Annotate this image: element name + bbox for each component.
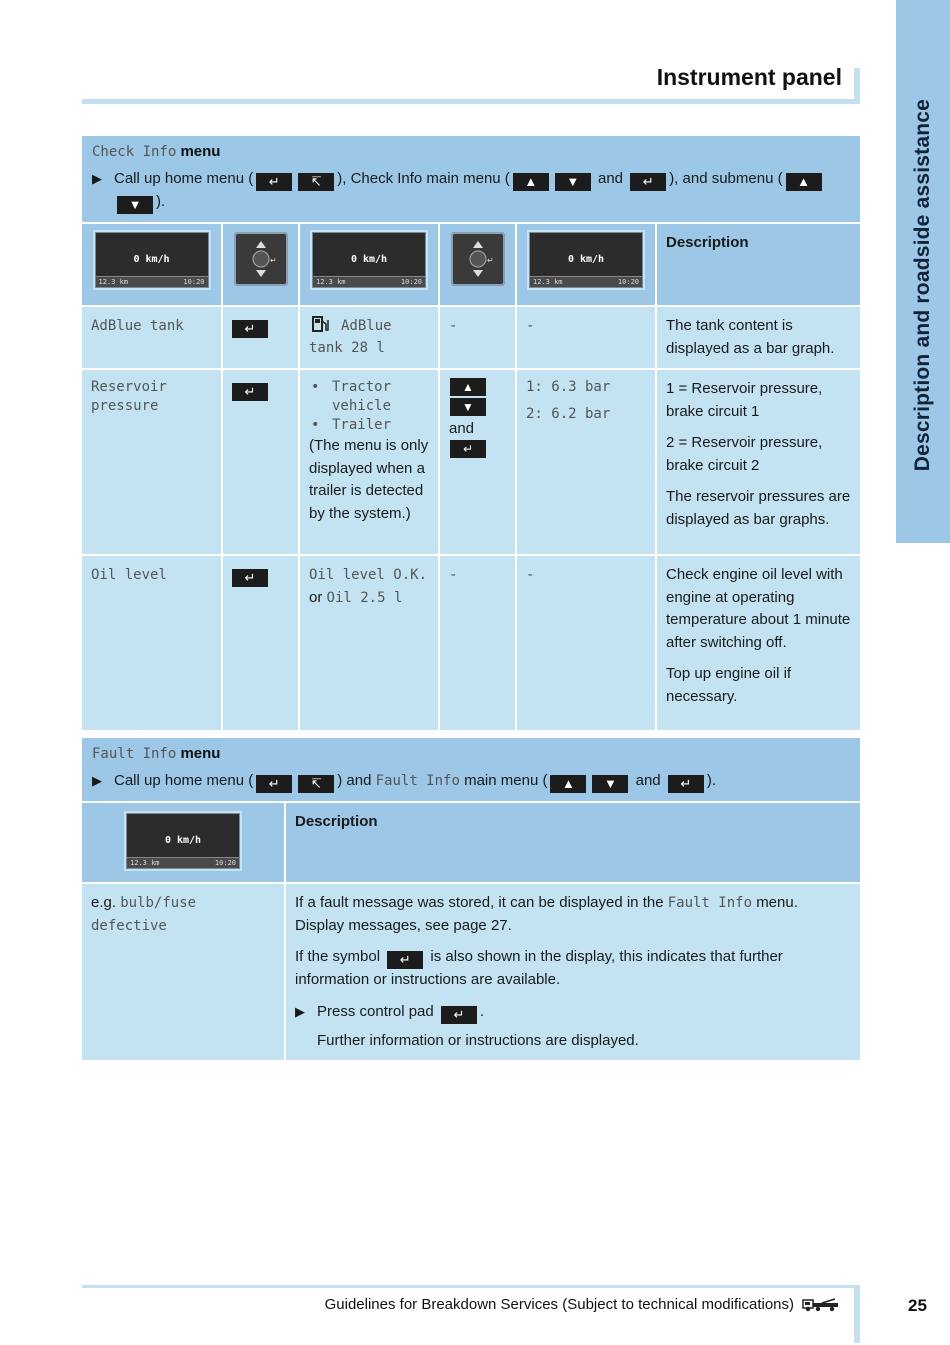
check-info-instruction (92, 168, 850, 214)
down-key-icon: ▼ (117, 196, 153, 214)
oil-key: - (449, 567, 458, 583)
check-info-title-bold: menu (180, 143, 221, 160)
fault-info-heading (82, 738, 860, 803)
option-trailer: • Trailer (309, 416, 429, 435)
reservoir-desc-2: 2 = Reservoir pressure, brake circuit 2 (666, 434, 823, 474)
enter-key-icon: ↵ (256, 775, 292, 793)
instruction-arrow-icon: ▶ (92, 773, 102, 788)
enter-key-icon: ↵ (450, 440, 486, 458)
enter-key-icon: ↵ (668, 775, 704, 793)
fault-info-instruction (92, 770, 850, 793)
adblue-display-line: AdBlue (341, 318, 392, 334)
enter-key-icon: ↵ (232, 320, 268, 338)
menu-key-icon: ↸ (298, 775, 334, 793)
menu-key-icon: ↸ (298, 173, 334, 191)
adblue-description: The tank content is displayed as a bar graph. (666, 317, 835, 357)
control-pad-icon (234, 232, 288, 286)
enter-key-icon: ↵ (256, 173, 292, 191)
fuel-pump-icon (311, 315, 331, 333)
reservoir-desc-1: 1 = Reservoir pressure, brake circuit 1 (666, 380, 823, 420)
instr-text: Call up home menu ( (114, 772, 254, 789)
display-screen: 0 km/h 12.3 km 10:20 (529, 232, 643, 288)
table-row (82, 369, 860, 555)
table-row (82, 883, 860, 1061)
instr-text: ), and submenu ( (669, 170, 783, 187)
instr-text: ). (156, 193, 166, 210)
item-adblue: AdBlue tank (91, 318, 184, 334)
down-key-icon: ▼ (592, 775, 628, 793)
pressure-result-2: 2: 6.2 bar (526, 406, 611, 422)
down-key-icon: ▼ (450, 398, 486, 416)
page-footer (82, 1285, 860, 1345)
enter-key-icon: ↵ (630, 173, 666, 191)
fault-paragraph-1: If a fault message was stored, it can be displayed in the Fault Info menu. Display messages, see page 27. (295, 894, 798, 934)
reservoir-options (309, 378, 429, 435)
check-info-table (82, 224, 860, 732)
description-header: Description (295, 813, 378, 830)
reservoir-desc-3: The reservoir pressures are displayed as bar graphs. (666, 488, 851, 528)
check-info-heading (82, 136, 860, 224)
check-info-section (82, 136, 860, 732)
item-reservoir-pressure: Reservoir pressure (91, 379, 167, 414)
check-info-header-row (82, 224, 860, 306)
fault-paragraph-2: If the symbol ↵ is also shown in the display, this indicates that further information or instructions are available. (295, 948, 783, 988)
instruction-arrow-icon: ▶ (92, 171, 102, 186)
item-oil-level: Oil level (91, 567, 167, 583)
down-key-icon: ▼ (555, 173, 591, 191)
pressure-result-1: 1: 6.3 bar (526, 379, 611, 395)
option-tractor: • Tractor vehicle (309, 378, 429, 416)
enter-key-icon: ↵ (441, 1006, 477, 1024)
instr-text: and (635, 772, 661, 789)
tow-truck-icon (802, 1298, 840, 1312)
description-header: Description (666, 234, 749, 251)
oil-display-2: Oil 2.5 l (326, 589, 403, 606)
header-tick (854, 68, 860, 104)
fault-info-header-row (82, 803, 860, 883)
page-title: Instrument panel (656, 64, 842, 90)
oil-desc-2: Top up engine oil if necessary. (666, 665, 792, 705)
display-screen: 0 km/h 12.3 km 10:20 (126, 813, 240, 869)
fault-info-title-mono: Fault Info (92, 746, 177, 762)
fault-item-prefix: e.g. (91, 894, 117, 911)
svg-text:↵: ↵ (486, 256, 494, 265)
up-key-icon: ▲ (450, 378, 486, 396)
control-pad-icon (451, 232, 505, 286)
display-screen: 0 km/h 12.3 km 10:20 (95, 232, 209, 288)
svg-text:↵: ↵ (269, 256, 277, 265)
reservoir-note: (The menu is only displayed when a trailer is detected by the system.) (309, 437, 429, 522)
enter-key-icon: ↵ (232, 383, 268, 401)
fault-info-table (82, 803, 860, 1062)
fault-item: bulb/fuse defective (91, 895, 197, 934)
and-label: and (449, 420, 475, 437)
up-key-icon: ▲ (550, 775, 586, 793)
page-number: 25 (908, 1296, 927, 1315)
oil-display-or: or (309, 588, 323, 606)
adblue-display-line: tank 28 l (309, 340, 385, 356)
footer-text: Guidelines for Breakdown Services (Subject to technical modifications) (324, 1296, 794, 1313)
fault-step: ▶ Press control pad ↵ . (295, 1002, 485, 1022)
fault-step-result: Further information or instructions are displayed. (317, 1031, 639, 1049)
footer-tick (854, 1285, 860, 1343)
enter-key-icon: ↵ (387, 951, 423, 969)
side-tab (896, 0, 950, 543)
instr-text: and (597, 170, 624, 187)
adblue-key: - (449, 318, 458, 334)
adblue-result: - (526, 318, 535, 334)
oil-desc-1: Check engine oil level with engine at operating temperature about 1 minute after switching off. (666, 566, 851, 651)
oil-display-1: Oil level O.K. (309, 567, 428, 583)
up-key-icon: ▲ (786, 173, 822, 191)
display-screen: 0 km/h 12.3 km 10:20 (312, 232, 426, 288)
table-row (82, 555, 860, 731)
fault-info-section (82, 738, 860, 1062)
check-info-title-mono: Check Info (92, 144, 177, 160)
page-header (82, 62, 860, 104)
instr-text: ). (706, 772, 716, 789)
header-rule (82, 99, 860, 104)
instr-text: ), Check Info main menu ( (337, 170, 510, 187)
up-key-icon: ▲ (513, 173, 549, 191)
side-tab-label: Description and roadside assistance (911, 98, 934, 471)
instr-text: main menu ( (464, 772, 548, 789)
fault-info-title-bold: menu (180, 745, 221, 762)
oil-result: - (526, 567, 535, 583)
instruction-arrow-icon: ▶ (295, 1003, 305, 1019)
instr-text: Call up home menu ( (114, 170, 254, 187)
instr-mono: Fault Info (375, 773, 460, 789)
table-row (82, 306, 860, 369)
enter-key-icon: ↵ (232, 569, 268, 587)
footer-rule (82, 1285, 860, 1288)
instr-text: ) and (337, 772, 372, 789)
